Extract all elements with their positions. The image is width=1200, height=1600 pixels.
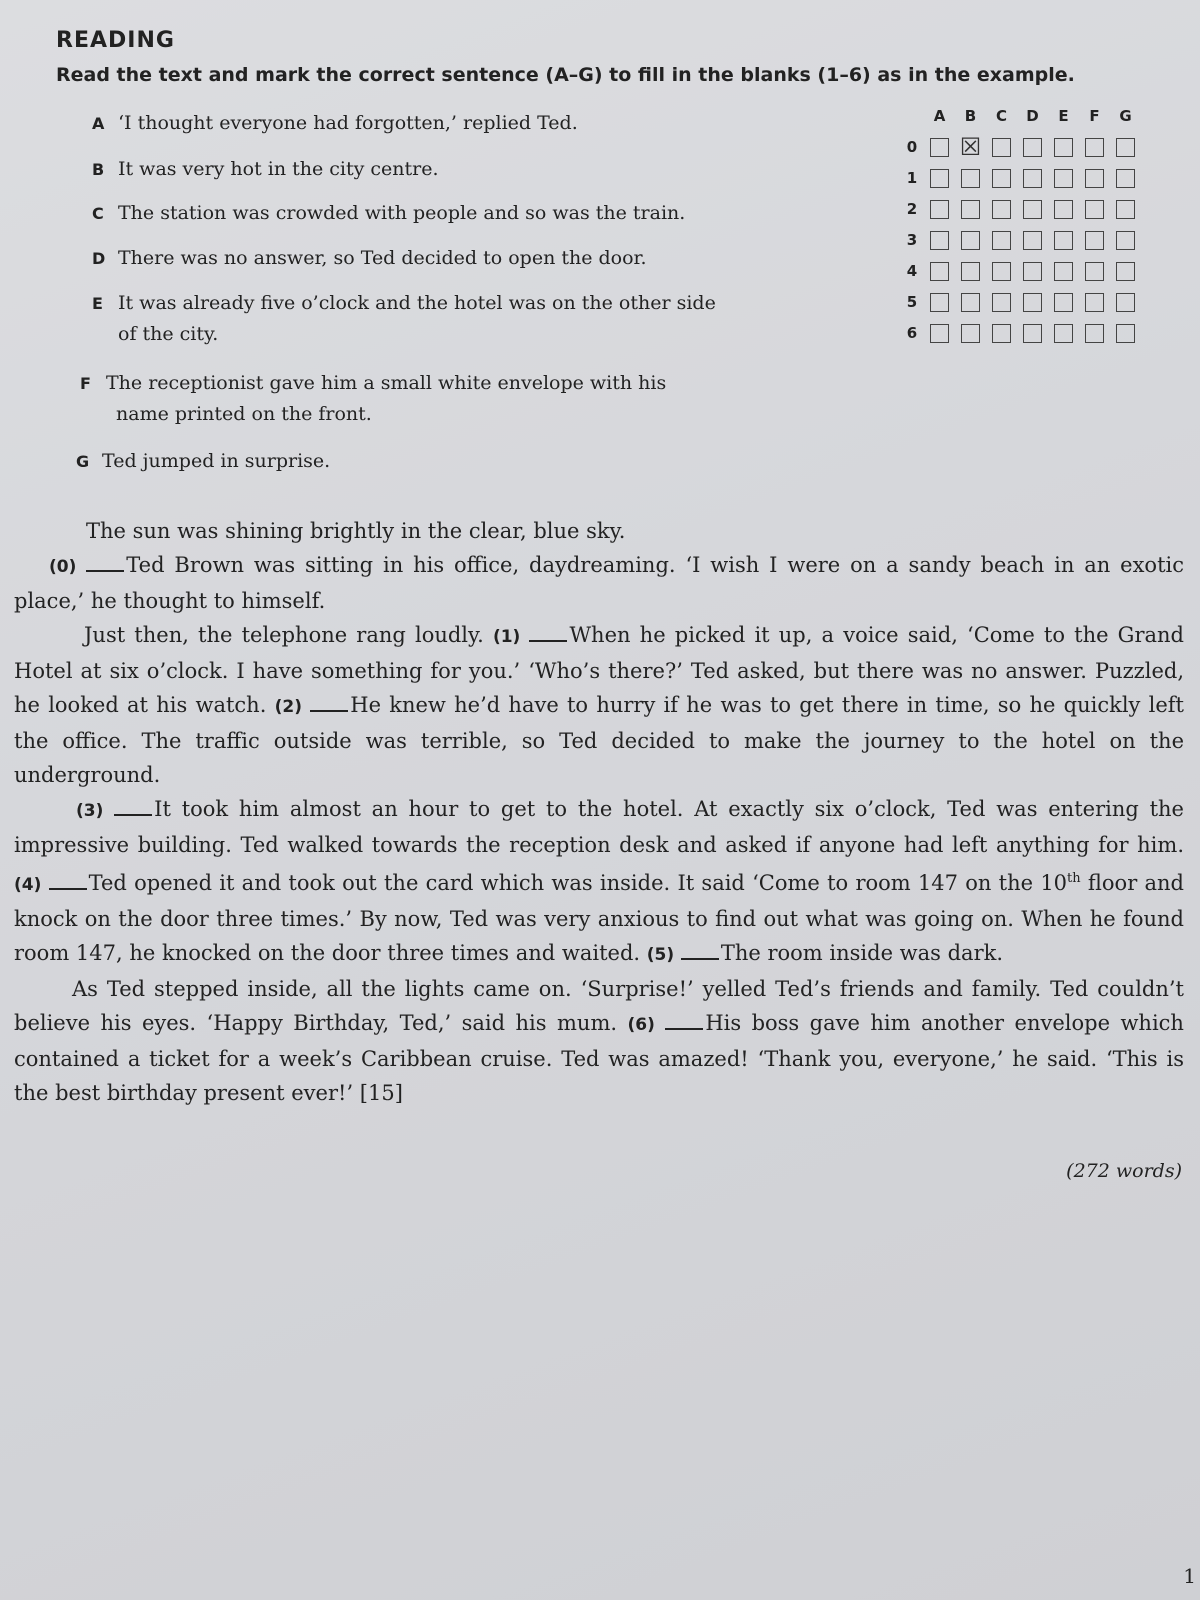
option-text: of the city. xyxy=(118,323,219,345)
answer-checkbox[interactable] xyxy=(1085,324,1104,343)
answer-checkbox[interactable] xyxy=(930,200,949,219)
answer-checkbox[interactable] xyxy=(1054,262,1073,281)
answer-checkbox[interactable] xyxy=(992,169,1011,188)
story-paragraph xyxy=(14,972,1184,1110)
grid-row-label: 4 xyxy=(906,262,918,280)
answer-checkbox[interactable] xyxy=(992,138,1011,157)
answer-checkbox[interactable] xyxy=(1023,138,1042,157)
blank-label: (2) xyxy=(274,697,302,717)
grid-column-label: A xyxy=(933,107,946,125)
answer-checkbox[interactable] xyxy=(961,293,980,312)
answer-checkbox[interactable] xyxy=(961,200,980,219)
story-paragraph xyxy=(14,618,1184,792)
story-text-run: When he picked it up, a voice said, ‘Come to the Grand Hotel at six o’clock. I have something for you.’ ‘Who’s there?’ Ted asked, but there was no answer. Puzzled, he looked at his watch. xyxy=(14,623,1184,717)
answer-checkbox[interactable] xyxy=(1116,169,1135,188)
answer-checkbox[interactable] xyxy=(992,262,1011,281)
option-letter: C xyxy=(92,204,104,223)
answer-checkbox[interactable] xyxy=(1085,169,1104,188)
option-letter: A xyxy=(92,114,105,133)
blank-line[interactable] xyxy=(665,1010,703,1030)
option-text: There was no answer, so Ted decided to open the door. xyxy=(118,247,647,269)
option-text: Ted jumped in surprise. xyxy=(102,450,331,472)
story-text-run: As Ted stepped inside, all the lights came on. ‘Surprise!’ yelled Ted’s friends and family. Ted couldn’t believe his eyes. ‘Happy Birthday, Ted,’ said his mum. xyxy=(14,977,1184,1035)
option-text: It was already five o’clock and the hotel was on the other side xyxy=(118,292,716,314)
section-title: READING xyxy=(56,28,175,53)
answer-checkbox[interactable] xyxy=(1023,200,1042,219)
option-text: The receptionist gave him a small white envelope with his xyxy=(106,372,667,394)
grid-row-label: 3 xyxy=(906,231,918,249)
grid-row-label: 2 xyxy=(906,200,918,218)
option-f xyxy=(80,368,840,429)
option-letter: B xyxy=(92,160,105,179)
answer-checkbox[interactable] xyxy=(1085,200,1104,219)
grid-row-label: 1 xyxy=(906,169,918,187)
grid-row xyxy=(900,289,1141,315)
answer-checkbox[interactable] xyxy=(1085,138,1104,157)
answer-checkbox[interactable] xyxy=(930,293,949,312)
option-text: The station was crowded with people and so was the train. xyxy=(118,202,686,224)
answer-checkbox[interactable] xyxy=(961,262,980,281)
option-text: It was very hot in the city centre. xyxy=(118,158,439,180)
blank-line[interactable] xyxy=(681,940,719,960)
answer-checkbox[interactable] xyxy=(992,324,1011,343)
story-text-run: His boss gave him another envelope which contained a ticket for a week’s Caribbean cruise. Ted was amazed! ‘Thank you, everyone,’ he said. ‘This is the best birthday present ever!’ [15] xyxy=(14,1011,1184,1105)
blank-label: (6) xyxy=(627,1015,655,1035)
instructions: Read the text and mark the correct sentence (A–G) to fill in the blanks (1–6) as in the example. xyxy=(56,64,1075,86)
answer-checkbox[interactable] xyxy=(1116,324,1135,343)
answer-checkbox[interactable] xyxy=(1116,200,1135,219)
story-text-run: Ted Brown was sitting in his office, daydreaming. ‘I wish I were on a sandy beach in an exotic place,’ he thought to himself. xyxy=(14,553,1184,613)
answer-checkbox[interactable] xyxy=(1054,231,1073,250)
answer-checkbox[interactable] xyxy=(930,324,949,343)
grid-row xyxy=(900,258,1141,284)
grid-column-label: F xyxy=(1089,107,1100,125)
answer-checkbox[interactable] xyxy=(1085,231,1104,250)
answer-checkbox[interactable] xyxy=(961,169,980,188)
option-text: ‘I thought everyone had forgotten,’ replied Ted. xyxy=(118,112,578,134)
story-paragraph xyxy=(14,792,1184,972)
story-text-run: Just then, the telephone rang loudly. xyxy=(84,623,484,647)
grid-column-label: E xyxy=(1058,107,1069,125)
grid-column-label: C xyxy=(995,107,1007,125)
answer-checkbox[interactable] xyxy=(930,231,949,250)
answer-checkbox[interactable] xyxy=(1023,293,1042,312)
option-letter: F xyxy=(80,374,91,393)
answer-checkbox[interactable] xyxy=(961,324,980,343)
option-letter: E xyxy=(92,294,103,313)
option-e xyxy=(92,288,852,349)
story-text-run: floor and knock on the door three times.’ By now, Ted was very anxious to find out what was going on. When he found room 147, he knocked on the door three times and waited. xyxy=(14,871,1184,965)
option-text: name printed on the front. xyxy=(116,403,372,425)
page-number: 1 xyxy=(1183,1564,1196,1588)
story-text-run: The room inside was dark. xyxy=(720,941,1004,965)
blank-label: (3) xyxy=(76,801,104,821)
answer-checkbox[interactable] xyxy=(1023,169,1042,188)
blank-label: (1) xyxy=(492,627,521,647)
grid-row xyxy=(900,320,1141,346)
story-text-run: Ted opened it and took out the card which was inside. It said ‘Come to room 147 on the 10 xyxy=(88,871,1068,895)
blank-line[interactable] xyxy=(529,622,567,642)
answer-checkbox[interactable] xyxy=(930,262,949,281)
grid-row xyxy=(900,196,1141,222)
grid-row-label: 0 xyxy=(906,138,918,156)
story-text-run: He knew he’d have to hurry if he was to get there in time, so he quickly left the office. The traffic outside was terrible, so Ted decided to make the journey to the hotel on the underground. xyxy=(14,693,1184,787)
answer-checkbox[interactable] xyxy=(1054,293,1073,312)
grid-column-label: B xyxy=(964,107,977,125)
blank-label: (5) xyxy=(646,945,675,965)
story-text-run: It took him almost an hour to get to the hotel. At exactly six o’clock, Ted was entering the impressive building. Ted walked towards the reception desk and asked if anyone had left anything for him. xyxy=(14,797,1184,857)
superscript: th xyxy=(1067,871,1081,886)
answer-checkbox[interactable] xyxy=(1054,324,1073,343)
answer-checkbox[interactable] xyxy=(1116,138,1135,157)
blank-label: (0) xyxy=(49,557,77,577)
answer-checkbox[interactable] xyxy=(992,293,1011,312)
blank-label: (4) xyxy=(14,875,42,895)
blank-line[interactable] xyxy=(86,552,124,572)
answer-checkbox-marked[interactable]: ☒ xyxy=(959,133,982,161)
option-letter: D xyxy=(92,249,106,268)
word-count: (272 words) xyxy=(1066,1160,1182,1182)
answer-checkbox[interactable] xyxy=(930,138,949,157)
answer-checkbox[interactable] xyxy=(1023,231,1042,250)
story-text xyxy=(14,514,1184,1110)
grid-row xyxy=(900,134,1141,160)
story-paragraph xyxy=(14,548,1184,618)
grid-row-label: 6 xyxy=(906,324,918,342)
answer-checkbox[interactable] xyxy=(1023,262,1042,281)
grid-column-label: D xyxy=(1026,107,1039,125)
answer-checkbox[interactable] xyxy=(1023,324,1042,343)
option-a xyxy=(92,108,852,139)
answer-checkbox[interactable] xyxy=(930,169,949,188)
answer-grid xyxy=(900,103,1141,351)
option-g xyxy=(76,446,836,477)
answer-checkbox[interactable] xyxy=(1116,231,1135,250)
blank-line[interactable] xyxy=(310,692,348,712)
blank-line[interactable] xyxy=(114,796,152,816)
grid-row xyxy=(900,227,1141,253)
answer-checkbox[interactable] xyxy=(1116,262,1135,281)
answer-checkbox[interactable] xyxy=(1085,262,1104,281)
blank-line[interactable] xyxy=(49,870,87,890)
answer-checkbox[interactable] xyxy=(1085,293,1104,312)
answer-checkbox[interactable] xyxy=(992,200,1011,219)
story-opening: The sun was shining brightly in the clear, blue sky. xyxy=(86,519,626,543)
option-c xyxy=(92,198,852,229)
option-b xyxy=(92,154,852,185)
answer-checkbox[interactable] xyxy=(1054,138,1073,157)
answer-checkbox[interactable] xyxy=(1054,169,1073,188)
answer-checkbox[interactable] xyxy=(992,231,1011,250)
option-d xyxy=(92,243,852,274)
answer-checkbox[interactable] xyxy=(1054,200,1073,219)
answer-checkbox[interactable] xyxy=(961,231,980,250)
option-letter: G xyxy=(76,452,90,471)
grid-column-label: G xyxy=(1119,107,1132,125)
answer-checkbox[interactable] xyxy=(1116,293,1135,312)
grid-row xyxy=(900,165,1141,191)
grid-row-label: 5 xyxy=(906,293,918,311)
grid-header xyxy=(900,103,1141,129)
